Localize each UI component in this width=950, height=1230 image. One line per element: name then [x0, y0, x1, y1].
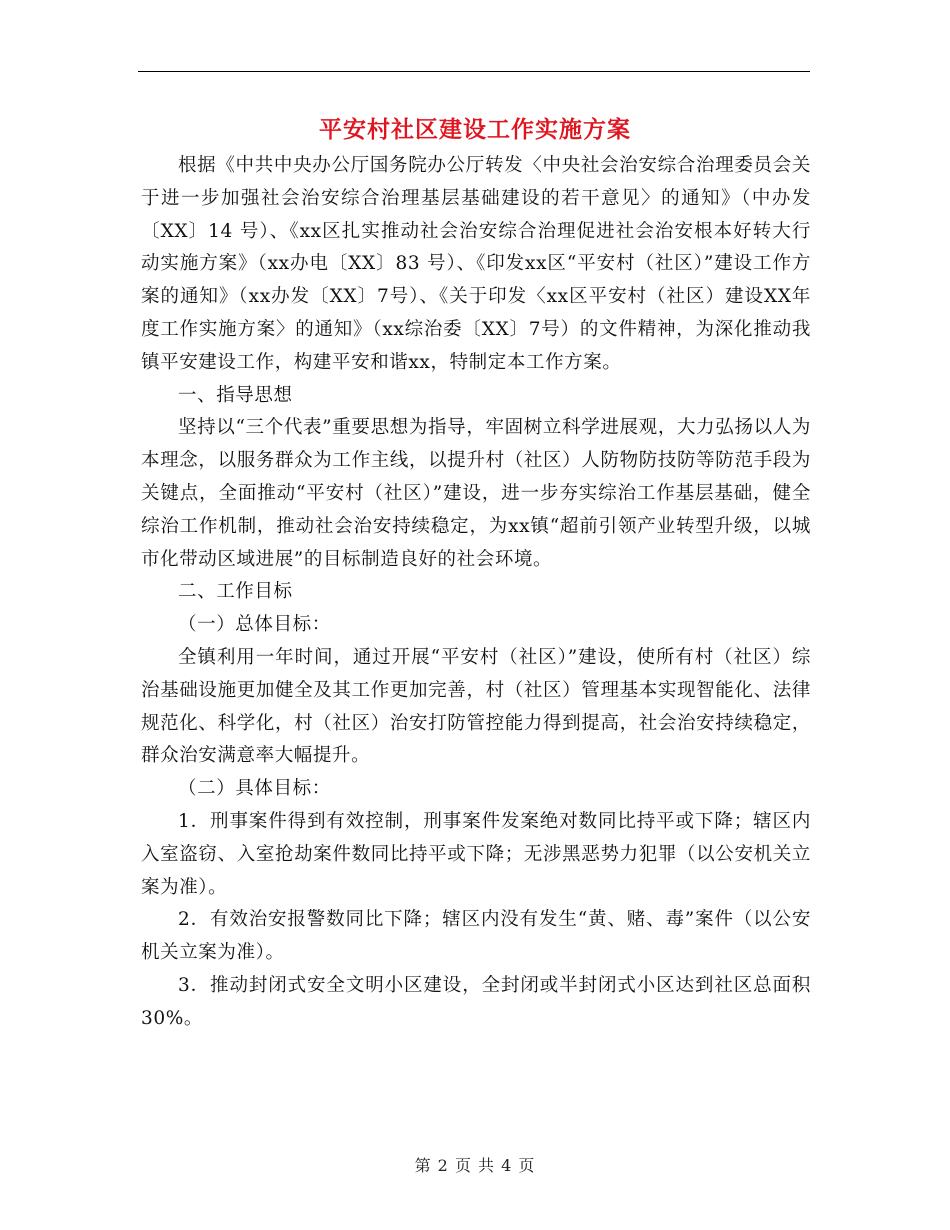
document-title: 平安村社区建设工作实施方案 — [319, 117, 631, 143]
paragraph-intro: 根据《中共中央办公厅国务院办公厅转发〈中央社会治安综合治理委员会关于进一步加强社会治安综合治理基层基础建设的若干意见〉的通知》（中办发〔XX〕14 号）、《xx区扎实推动社会治安综合治理促进社会治安根本好转大行动实施方案》（xx办电〔XX〕83 号）、《印发xx区“平安村（社区）”建设工作方案的通知》（xx办发〔XX〕7号）、《关于印发〈xx区平安村（社区）建设XX年度工作实施方案〉的通知》（xx综治委〔XX〕7号）的文件精神，为深化推动我镇平安建设工作，构建平安和谐xx，特制定本工作方案。 — [141, 155, 811, 373]
section-heading-work-goals: 二、工作目标 — [178, 581, 293, 603]
subheading-specific-goals: （二）具体目标： — [178, 778, 331, 800]
paragraph-guiding-ideology: 坚持以“三个代表”重要思想为指导，牢固树立科学进展观，大力弘扬以人为本理念，以服务群众为工作主线，以提升村（社区）人防物防技防等防范手段为关键点，全面推动“平安村（社区）”建设，进一步夯实综治工作基层基础，健全综治工作机制，推动社会治安持续稳定，为xx镇“超前引领产业转型升级，以城市化带动区域进展”的目标制造良好的社会环境。 — [141, 417, 811, 570]
paragraph-overall-goal: 全镇利用一年时间，通过开展“平安村（社区）”建设，使所有村（社区）综治基础设施更加健全及其工作更加完善，村（社区）管理基本实现智能化、法律规范化、科学化，村（社区）治安打防管控能力得到提高，社会治安持续稳定，群众治安满意率大幅提升。 — [141, 646, 811, 767]
page-number: 第 2 页 共 4 页 — [414, 1156, 536, 1175]
subheading-overall-goal: （一）总体目标： — [178, 614, 331, 636]
list-item-goal-1: 1．刑事案件得到有效控制，刑事案件发案绝对数同比持平或下降；辖区内入室盗窃、入室抢劫案件数同比持平或下降；无涉黑恶势力犯罪（以公安机关立案为准）。 — [141, 810, 811, 898]
section-heading-guiding-ideology: 一、指导思想 — [178, 384, 293, 406]
list-item-goal-2: 2．有效治安报警数同比下降；辖区内没有发生“黄、赌、毒”案件（以公安机关立案为准）。 — [141, 909, 811, 964]
list-item-goal-3: 3．推动封闭式安全文明小区建设，全封闭或半封闭式小区达到社区总面积30%。 — [141, 974, 811, 1029]
header-rule — [138, 71, 810, 72]
document-body — [141, 150, 811, 1036]
